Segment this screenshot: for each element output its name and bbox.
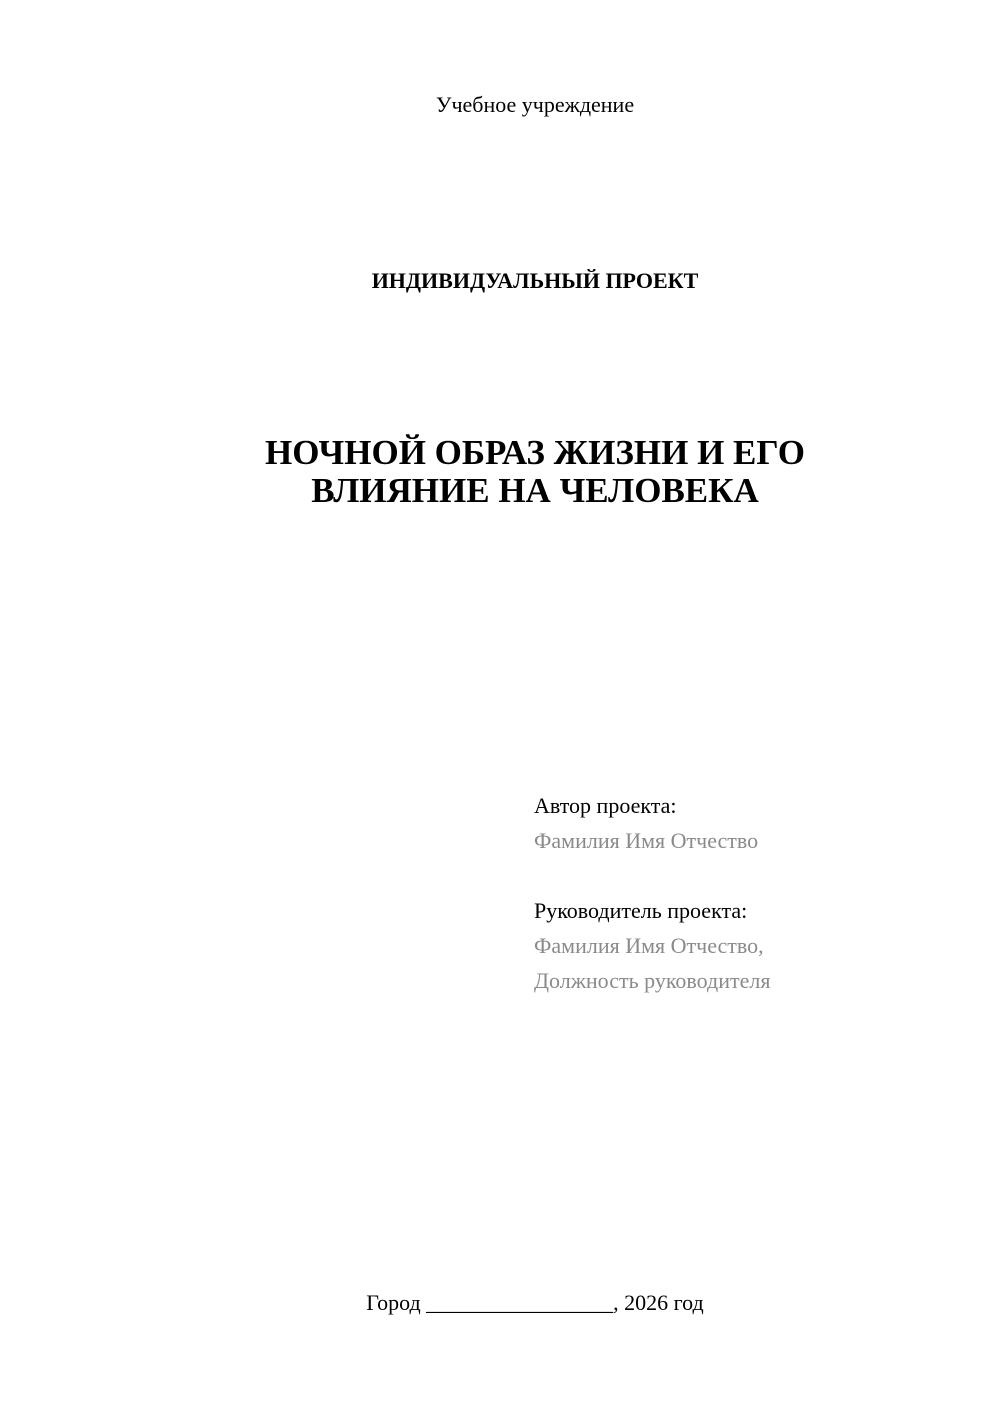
author-name: Фамилия Имя Отчество: [534, 828, 759, 853]
project-title: [0, 434, 1000, 510]
supervisor-name: Фамилия Имя Отчество,: [534, 933, 764, 958]
supervisor-position: Должность руководителя: [534, 968, 771, 993]
city-year-footer: Город _________________, 2026 год: [366, 1290, 704, 1315]
project-title-line-1: НОЧНОЙ ОБРАЗ ЖИЗНИ И ЕГО: [264, 433, 806, 472]
author-label: Автор проекта:: [534, 793, 677, 818]
institution-name: Учебное учреждение: [435, 92, 635, 117]
document-type: ИНДИВИДУАЛЬНЫЙ ПРОЕКТ: [371, 268, 699, 293]
supervisor-label: Руководитель проекта:: [534, 898, 748, 923]
project-info-block: [534, 788, 770, 998]
info-spacer: [534, 858, 770, 893]
project-title-line-2: ВЛИЯНИЕ НА ЧЕЛОВЕКА: [311, 471, 759, 510]
